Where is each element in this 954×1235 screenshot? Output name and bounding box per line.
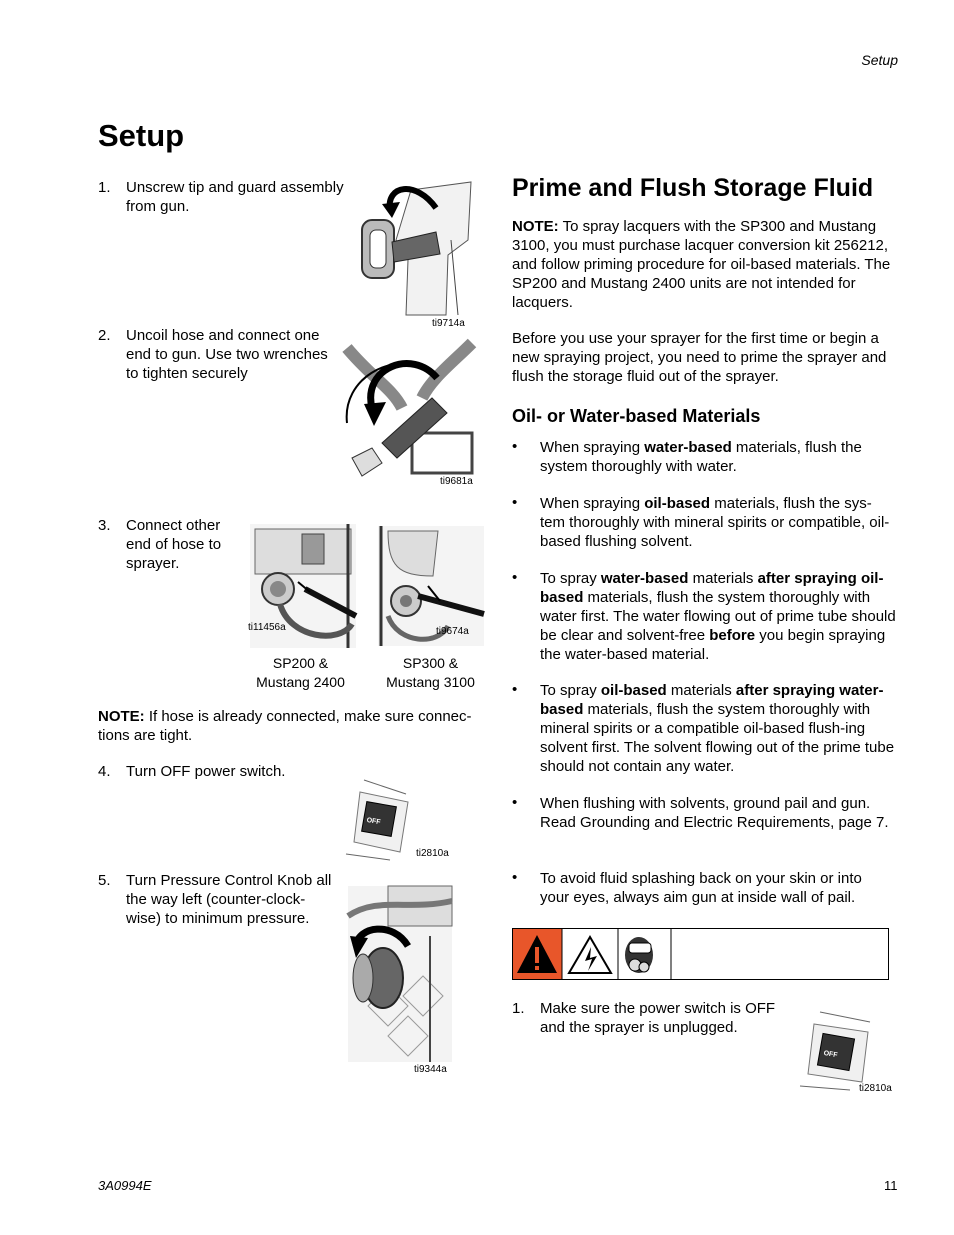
doc-id: 3A0994E — [98, 1178, 152, 1193]
bullet-marker: • — [512, 569, 518, 586]
page-number: 11 — [884, 1178, 898, 1193]
bullet-6: To avoid fluid splashing back on your skin or into your eyes, always aim gun at inside wall of pail. — [540, 870, 862, 906]
off-switch-illustration — [346, 778, 410, 864]
step-3-text: Connect other end of hose to sprayer. — [126, 517, 222, 572]
gun-tip-illustration — [356, 180, 471, 320]
right-note-text: To spray lacquers with the SP300 and Mustang 3100, you must purchase lacquer conversion kit 256212, and follow priming procedure for oil-based materials. The SP200 and Mustang 2400 units are not intended for lacquers. — [512, 218, 891, 311]
right-note — [512, 217, 897, 312]
fig-label-ti9714a: ti9714a — [432, 318, 465, 329]
pressure-knob-illustration — [348, 886, 452, 1062]
bullet-marker: • — [512, 869, 518, 886]
bullet-marker: • — [512, 794, 518, 811]
bullet-marker: • — [512, 438, 518, 455]
page-title: Setup — [98, 118, 185, 153]
bullet-1: When spraying water-based materials, flush the system thoroughly with water. — [540, 439, 862, 475]
step-5-text: Turn Pressure Control Knob all the way left (counter-clock-wise) to minimum pressure. — [126, 872, 332, 927]
step-3-number: 3. — [98, 517, 111, 534]
right-note-label: NOTE: — [512, 218, 559, 235]
bullet-marker: • — [512, 494, 518, 511]
left-note — [98, 707, 486, 745]
bullet-3: To spray water-based materials after spraying oil-based materials, flush the system thoroughly with water first. The water flowing out of prime tube should be clear and solvent-free before you begin spraying the water-based material. — [540, 570, 896, 663]
fig-label-ti2810a-right: ti2810a — [859, 1083, 892, 1094]
warning-symbols — [513, 929, 671, 979]
bullet-marker: • — [512, 681, 518, 698]
step-5-number: 5. — [98, 872, 111, 889]
step-2-text: Uncoil hose and connect one end to gun. Use two wrenches to tighten securely — [126, 327, 328, 382]
section-title: Prime and Flush Storage Fluid — [512, 174, 874, 202]
running-header: Setup — [861, 52, 898, 68]
caption-sp300: SP300 & Mustang 3100 — [386, 655, 475, 690]
left-note-label: NOTE: — [98, 708, 145, 725]
bullet-2: When spraying oil-based materials, flush the sys-tem thoroughly with mineral spirits or compatible, oil-based flushing solvent. — [540, 495, 890, 550]
right-step-1-number: 1. — [512, 1000, 525, 1017]
fig-label-ti9681a: ti9681a — [440, 476, 473, 487]
off-switch-illustration-right — [800, 1010, 872, 1092]
intro-paragraph: Before you use your sprayer for the first time or begin a new spraying project, you need to prime the sprayer and flush the storage fluid out of the sprayer. — [512, 330, 887, 385]
step-4-text: Turn OFF power switch. — [126, 763, 286, 780]
step-1-number: 1. — [98, 179, 111, 196]
off-switch-label-right: OFF — [822, 1049, 838, 1060]
bullet-5: When flushing with solvents, ground pail and gun. Read Grounding and Electric Requirements, page 7. — [540, 795, 889, 831]
step-1-text: Unscrew tip and guard assembly from gun. — [126, 179, 344, 215]
left-note-text: If hose is already connected, make sure connec-tions are tight. — [98, 708, 472, 744]
right-step-1-text: Make sure the power switch is OFF and the sprayer is unplugged. — [540, 1000, 776, 1036]
fig-label-ti9344a: ti9344a — [414, 1064, 447, 1075]
step-4-number: 4. — [98, 763, 111, 780]
off-switch-label: OFF — [365, 816, 381, 827]
subsection-title: Oil- or Water-based Materials — [512, 406, 761, 426]
fig-label-ti9674a: ti9674a — [436, 626, 469, 637]
bullet-4: To spray oil-based materials after spraying water-based materials, flush the system thoroughly with mineral spirits or a compatible oil-based flush-ing solvent first. The solvent flowing out of the prime tube should not contain any water. — [540, 682, 895, 775]
caption-sp200: SP200 & Mustang 2400 — [256, 655, 345, 690]
fig-label-ti11456a: ti11456a — [248, 622, 286, 633]
hose-wrench-illustration — [342, 338, 477, 488]
step-2-number: 2. — [98, 327, 111, 344]
protective-equipment-icon — [625, 937, 653, 973]
fig-label-ti2810a-left: ti2810a — [416, 848, 449, 859]
